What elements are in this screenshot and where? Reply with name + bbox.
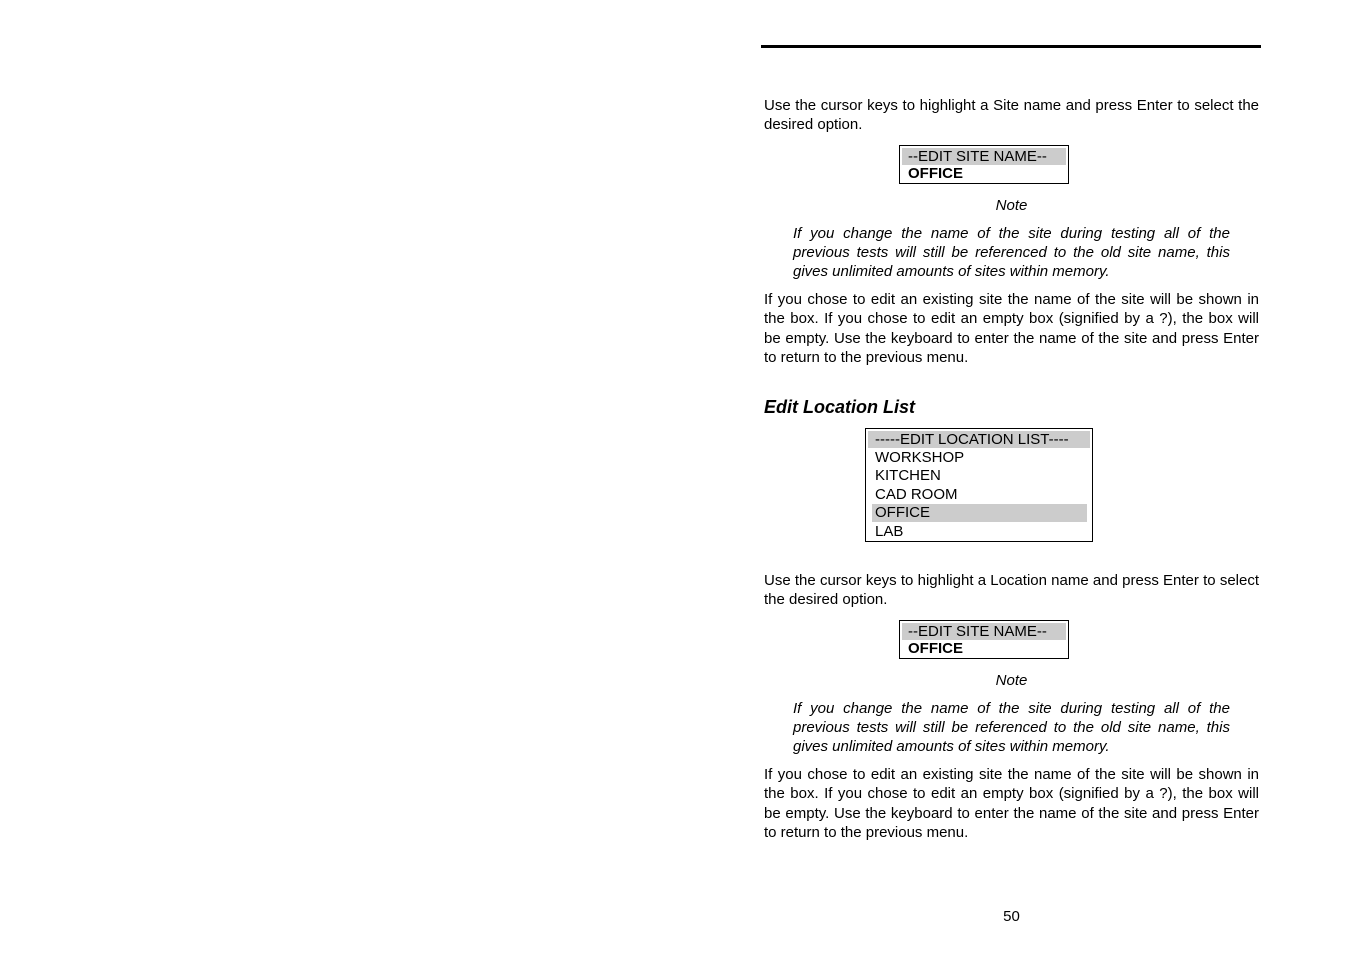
note-label: Note xyxy=(995,197,1028,214)
section-heading: Edit Location List xyxy=(764,397,915,417)
note-text: If you change the name of the site during testing all of the previous tests will still be referenced to the old site name, this gives unlimited amounts of sites within memory. xyxy=(793,225,1230,280)
list-item-workshop: WORKSHOP xyxy=(875,449,965,466)
edit-site-paragraph-2: If you chose to edit an existing site the name of the site will be shown in the box. If you chose to edit an empty box (signified by a ?), the box will be empty. Use the keyboard to enter the name of the site and press Enter to return to the previous menu. xyxy=(764,766,1259,841)
list-item-lab: LAB xyxy=(875,523,904,540)
list-title: -----EDIT LOCATION LIST---- xyxy=(868,431,1090,448)
edit-site-paragraph: If you chose to edit an existing site the name of the site will be shown in the box. If you chose to edit an empty box (signified by a ?), the box will be empty. Use the keyboard to enter the name of the site and press Enter to return to the previous menu. xyxy=(764,291,1259,366)
site-instructions: Use the cursor keys to highlight a Site name and press Enter to select the desired option. xyxy=(764,97,1259,134)
edit-site-name-display-2 xyxy=(899,620,1069,659)
note-text-2: If you change the name of the site during testing all of the previous tests will still be referenced to the old site name, this gives unlimited amounts of sites within memory. xyxy=(793,700,1230,755)
edit-location-list-display xyxy=(865,428,1093,542)
display-value: OFFICE xyxy=(908,640,963,657)
display-value: OFFICE xyxy=(908,165,963,182)
location-instructions: Use the cursor keys to highlight a Location name and press Enter to select the desired option. xyxy=(764,572,1259,609)
page-number: 50 xyxy=(1003,908,1020,925)
list-item-kitchen: KITCHEN xyxy=(875,467,941,484)
display-title: --EDIT SITE NAME-- xyxy=(902,623,1066,640)
note-label-2: Note xyxy=(995,672,1028,689)
display-title: --EDIT SITE NAME-- xyxy=(902,148,1066,165)
edit-site-name-display xyxy=(899,145,1069,184)
list-item-office-selected: OFFICE xyxy=(872,504,1087,522)
header-rule xyxy=(761,45,1261,48)
list-item-cad-room: CAD ROOM xyxy=(875,486,958,503)
